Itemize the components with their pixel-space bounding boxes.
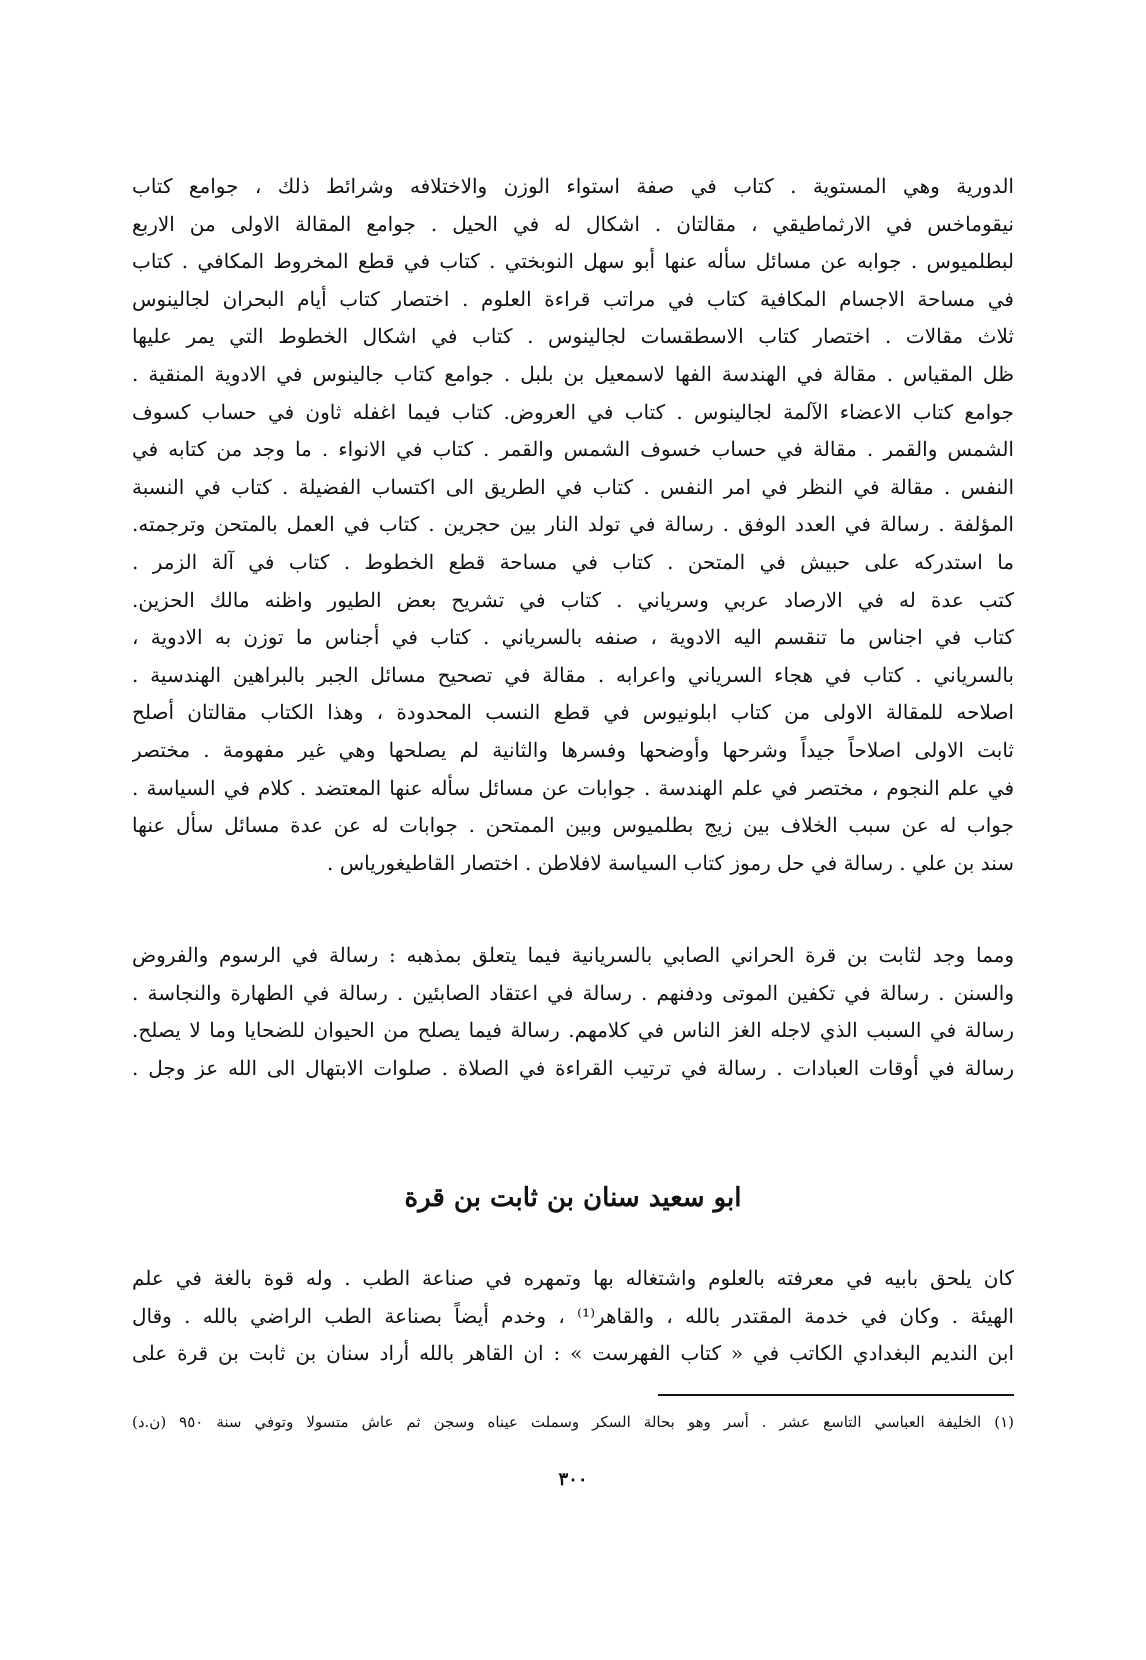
section-heading: ابو سعيد سنان بن ثابت بن قرة: [404, 1183, 742, 1213]
text-line: كان يلحق بابيه في معرفته بالعلوم واشتغاله بها وتمهره في صناعة الطب . وله قوة بالغة في علم: [132, 1266, 1014, 1290]
text-line: نيقوماخس في الارثماطيقي ، مقالتان . اشكال له في الحيل . جوامع المقالة الاولى من الاربع: [132, 211, 1014, 236]
footnote-divider: [658, 1394, 1014, 1396]
text-line: كتاب في اجناس ما تنقسم اليه الادوية ، صنفه بالسرياني . كتاب في أجناس ما توزن به الادوية ،: [132, 625, 1014, 650]
text-line: جواب له عن سبب الخلاف بين زيج بطلميوس وبين الممتحن . جوابات له عن عدة مسائل سأل عنها: [132, 813, 1014, 838]
text-line: الهيئة . وكان في خدمة المقتدر بالله ، والقاهر⁽¹⁾ ، وخدم أيضاً بصناعة الطب الراضي بالله . وقال: [132, 1303, 1014, 1328]
text-line: الشمس والقمر . مقالة في حساب خسوف الشمس والقمر . كتاب في الانواء . ما وجد من كتابه في: [132, 437, 1014, 462]
text-line: رسالة في السبب الذي لاجله الغز الناس في كلامهم. رسالة فيما يصلح من الحيوان للضحايا وما لا يصلح.: [132, 1018, 1014, 1043]
text-line: في مساحة الاجسام المكافية كتاب في مراتب قراءة العلوم . اختصار كتاب أيام البحران لجالينوس: [132, 286, 1014, 311]
paragraph-syriac-works: [132, 937, 1014, 1087]
text-line: والسنن . رسالة في تكفين الموتى ودفنهم . رسالة في اعتقاد الصابئين . رسالة في الطهارة والنجاسة .: [132, 980, 1014, 1005]
page-number: ٣٠٠: [558, 1469, 588, 1490]
text-line: ظل المقياس . مقالة في الهندسة الفها لاسمعيل بن بلبل . جوامع كتاب جالينوس في الادوية المنقية .: [132, 361, 1014, 386]
text-line: رسالة في أوقات العبادات . رسالة في ترتيب القراءة في الصلاة . صلوات الابتهال الى الله عز وجل .: [132, 1055, 1014, 1080]
text-line: ابن النديم البغدادي الكاتب في « كتاب الفهرست » : ان القاهر بالله أراد سنان بن ثابت بن قرة على: [132, 1341, 1014, 1366]
text-line: ما استدركه على حبيش في المتحن . كتاب في مساحة قطع الخطوط . كتاب في آلة الزمر .: [132, 549, 1014, 574]
text-line: ثلاث مقالات . اختصار كتاب الاسطقسات لجالينوس . كتاب في اشكال الخطوط التي يمر عليها: [132, 324, 1014, 349]
text-line: لبطلميوس . جوابه عن مسائل سأله عنها أبو سهل النوبختي . كتاب في قطع المخروط المكافي . كتاب: [132, 249, 1014, 274]
paragraph-works-list: [132, 168, 1014, 882]
text-line: المؤلفة . رسالة في العدد الوفق . رسالة في تولد النار بين حجرين . كتاب في العمل بالمتحن وترجمته.: [132, 512, 1014, 537]
paragraph-biography: [132, 1260, 1014, 1373]
text-line: كتب عدة له في الارصاد عربي وسرياني . كتاب في تشريح بعض الطيور واظنه مالك الحزين.: [132, 587, 1014, 612]
text-line: سند بن علي . رسالة في حل رموز كتاب السياسة لافلاطن . اختصار القاطيغورياس .: [326, 850, 1014, 875]
text-line: ثابت الاولى اصلاحاً جيداً وشرحها وأوضحها وفسرها والثانية لم يصلحها وهي غير مفهومة . مختصر: [132, 737, 1014, 762]
text-line: في علم النجوم ، مختصر في علم الهندسة . جوابات عن مسائل سأله عنها المعتضد . كلام في السياسة .: [132, 775, 1014, 800]
footnote: (١) الخليفة العباسي التاسع عشر . أسر وهو بحالة السكر وسملت عيناه وسجن ثم عاش متسولا وتوفي سنة ٩٥٠ (ن.د): [132, 1413, 1014, 1431]
text-line: الدورية وهي المستوية . كتاب في صفة استواء الوزن والاختلافه وشرائط ذلك ، جوامع كتاب: [132, 174, 1014, 198]
text-line: ومما وجد لثابت بن قرة الحراني الصابي بالسريانية فيما يتعلق بمذهبه : رسالة في الرسوم والفروض: [132, 943, 1014, 967]
text-line: اصلاحه للمقالة الاولى من كتاب ابلونيوس في قطع النسب المحدودة ، وهذا الكتاب مقالتان أصلح: [132, 700, 1014, 725]
text-line: بالسرياني . كتاب في هجاء السرياني واعرابه . مقالة في تصحيح مسائل الجبر بالبراهين الهندسية .: [132, 662, 1014, 687]
text-line: النفس . مقالة في النظر في امر النفس . كتاب في الطريق الى اكتساب الفضيلة . كتاب في النسبة: [132, 474, 1014, 499]
text-line: جوامع كتاب الاعضاء الآلمة لجالينوس . كتاب في العروض. كتاب فيما اغفله ثاون في حساب كسوف: [132, 399, 1014, 424]
